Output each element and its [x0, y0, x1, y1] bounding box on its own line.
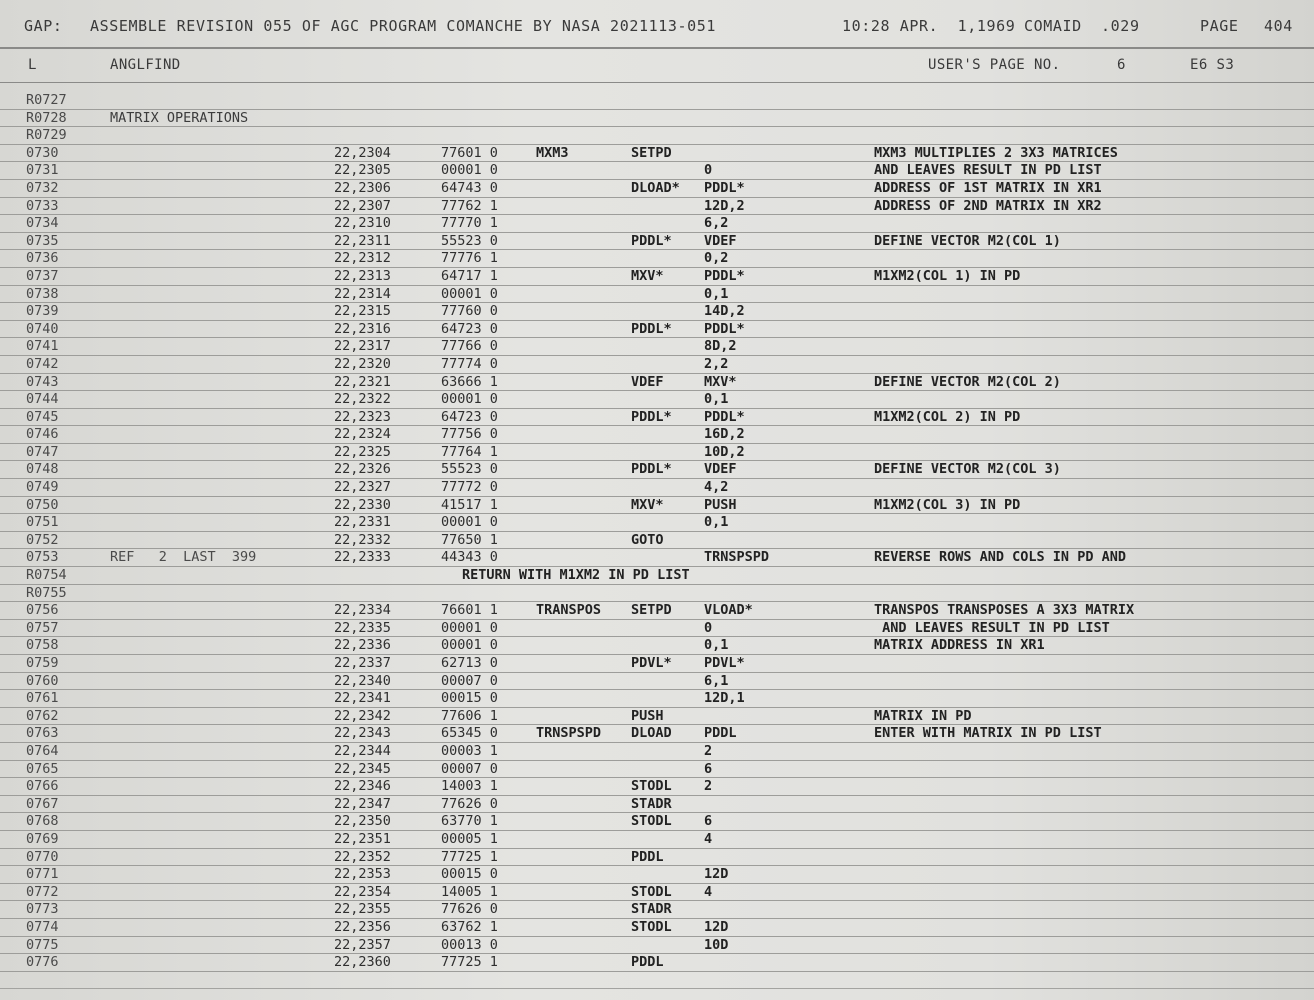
comment: M1XM2(COL 3) IN PD — [874, 496, 1021, 513]
octal-word: 77626 0 — [441, 795, 498, 812]
listing-row — [0, 497, 1314, 515]
line-number: 0739 — [26, 303, 59, 320]
listing-row — [0, 268, 1314, 286]
operand: 12D — [704, 918, 729, 935]
line-number: 0736 — [26, 250, 59, 267]
opcode: PDDL — [631, 848, 664, 865]
address: 22,2331 — [334, 514, 391, 531]
subheader-user-page-label: USER'S PAGE NO. — [928, 57, 1061, 73]
opcode: PUSH — [631, 707, 664, 724]
line-number: 0759 — [26, 655, 59, 671]
label: MXM3 — [536, 144, 569, 161]
address: 22,2343 — [334, 725, 391, 742]
line-number: 0766 — [26, 778, 59, 795]
line-number: 0740 — [26, 320, 59, 337]
operand: PUSH — [704, 496, 737, 513]
line-number: 0772 — [26, 883, 59, 900]
opcode: STODL — [631, 813, 672, 830]
line-number: 0758 — [26, 637, 59, 654]
address: 22,2314 — [334, 285, 391, 302]
line-number: R0728 — [26, 109, 67, 126]
operand: 12D — [704, 866, 729, 883]
octal-word: 77606 1 — [441, 707, 498, 724]
address: 22,2304 — [334, 144, 391, 161]
listing-row — [0, 198, 1314, 216]
address: 22,2333 — [334, 549, 391, 566]
comment: ADDRESS OF 2ND MATRIX IN XR2 — [874, 197, 1102, 214]
operand: PDDL — [704, 725, 737, 742]
octal-word: 00001 0 — [441, 514, 498, 531]
octal-word: 00003 1 — [441, 742, 498, 759]
operand: PDDL* — [704, 408, 745, 425]
operand: PDDL* — [704, 267, 745, 284]
line-number: 0735 — [26, 232, 59, 249]
operand: PDDL* — [704, 179, 745, 196]
comment: MATRIX ADDRESS IN XR1 — [874, 637, 1045, 654]
comment: AND LEAVES RESULT IN PD LIST — [874, 619, 1110, 636]
subheader-divider — [0, 82, 1314, 83]
line-number: R0755 — [26, 584, 67, 601]
listing-row — [0, 901, 1314, 919]
line-number: 0747 — [26, 443, 59, 460]
operand: 10D — [704, 936, 729, 953]
operand: 0,1 — [704, 391, 729, 408]
listing-row — [0, 338, 1314, 356]
address: 22,2352 — [334, 848, 391, 865]
octal-word: 00001 0 — [441, 285, 498, 302]
octal-word: 77776 1 — [441, 250, 498, 267]
opcode: VDEF — [631, 373, 664, 390]
line-number: 0748 — [26, 461, 59, 478]
address: 22,2344 — [334, 742, 391, 759]
listing-row — [0, 690, 1314, 708]
operand: 0,1 — [704, 285, 729, 302]
octal-word: 77756 0 — [441, 426, 498, 443]
line-number: 0760 — [26, 672, 59, 689]
header-assembly-title: ASSEMBLE REVISION 055 OF AGC PROGRAM COMANCHE BY NASA 2021113-051 — [90, 17, 716, 35]
listing-row — [0, 303, 1314, 321]
octal-word: 76601 1 — [441, 602, 498, 619]
octal-word: 00015 0 — [441, 690, 498, 707]
octal-word: 77772 0 — [441, 479, 498, 496]
line-number: R0729 — [26, 127, 67, 144]
line-number: 0773 — [26, 901, 59, 918]
octal-word: 64723 0 — [441, 408, 498, 425]
operand: 12D,1 — [704, 690, 745, 707]
listing-row — [0, 743, 1314, 761]
listing-row — [0, 796, 1314, 814]
listing-row — [0, 849, 1314, 867]
listing-row — [0, 778, 1314, 796]
operand: 0,2 — [704, 250, 729, 267]
opcode: PDDL* — [631, 408, 672, 425]
octal-word: 00001 0 — [441, 162, 498, 179]
line-number: 0775 — [26, 936, 59, 953]
line-number: 0764 — [26, 742, 59, 759]
opcode: PDDL* — [631, 320, 672, 337]
comment: M1XM2(COL 2) IN PD — [874, 408, 1021, 425]
operand: VDEF — [704, 461, 737, 478]
operand: VLOAD* — [704, 602, 753, 619]
listing-row — [0, 655, 1314, 673]
listing-row — [0, 444, 1314, 462]
listing-row — [0, 954, 1314, 972]
address: 22,2326 — [334, 461, 391, 478]
operand: 10D,2 — [704, 443, 745, 460]
octal-word: 77762 1 — [441, 197, 498, 214]
page-header — [24, 17, 1314, 43]
comment: REVERSE ROWS AND COLS IN PD AND — [874, 549, 1126, 566]
listing-row — [0, 409, 1314, 427]
listing-row — [0, 884, 1314, 902]
comment: ENTER WITH MATRIX IN PD LIST — [874, 725, 1102, 742]
address: 22,2356 — [334, 918, 391, 935]
line-number: 0768 — [26, 813, 59, 830]
opcode: DLOAD — [631, 725, 672, 742]
address: 22,2307 — [334, 197, 391, 214]
listing-row — [0, 831, 1314, 849]
opcode: STADR — [631, 901, 672, 918]
octal-word: 77725 1 — [441, 848, 498, 865]
operand: 2 — [704, 742, 713, 759]
address: 22,2324 — [334, 426, 391, 443]
octal-word: 00007 0 — [441, 672, 498, 689]
listing-row — [0, 145, 1314, 163]
line-number: 0733 — [26, 197, 59, 214]
operand: 2 — [704, 778, 713, 795]
octal-word: 65345 0 — [441, 725, 498, 742]
operand: 6 — [704, 813, 713, 830]
line-number: 0763 — [26, 725, 59, 742]
listing-row — [0, 110, 1314, 128]
listing-row — [0, 286, 1314, 304]
octal-word: 55523 0 — [441, 461, 498, 478]
address: 22,2350 — [334, 813, 391, 830]
operand: 0 — [704, 162, 713, 179]
header-divider — [0, 47, 1314, 49]
listing-row — [0, 937, 1314, 955]
octal-word: 00015 0 — [441, 866, 498, 883]
address: 22,2341 — [334, 690, 391, 707]
listing-row — [0, 620, 1314, 638]
line-number: 0746 — [26, 426, 59, 443]
octal-word: 77770 1 — [441, 215, 498, 232]
address: 22,2312 — [334, 250, 391, 267]
listing-row — [0, 567, 1314, 585]
line-number: 0770 — [26, 848, 59, 865]
address: 22,2325 — [334, 443, 391, 460]
address: 22,2313 — [334, 267, 391, 284]
listing-row — [0, 637, 1314, 655]
listing-row — [0, 602, 1314, 620]
octal-word: 63666 1 — [441, 373, 498, 390]
address: 22,2346 — [334, 778, 391, 795]
address: 22,2337 — [334, 655, 391, 671]
listing-row — [0, 866, 1314, 884]
line-number: 0753 — [26, 549, 59, 566]
octal-word: 77766 0 — [441, 338, 498, 355]
line-number: 0765 — [26, 760, 59, 777]
address: 22,2311 — [334, 232, 391, 249]
comment: TRANSPOS TRANSPOSES A 3X3 MATRIX — [874, 602, 1135, 619]
line-number: 0743 — [26, 373, 59, 390]
listing-row — [0, 479, 1314, 497]
opcode: STADR — [631, 795, 672, 812]
address: 22,2355 — [334, 901, 391, 918]
address: 22,2360 — [334, 954, 391, 971]
octal-word: 00005 1 — [441, 830, 498, 847]
address: 22,2347 — [334, 795, 391, 812]
octal-word: 77760 0 — [441, 303, 498, 320]
label: TRNSPSPD — [536, 725, 602, 742]
address: 22,2332 — [334, 531, 391, 548]
line-number: 0744 — [26, 391, 59, 408]
line-number: 0737 — [26, 267, 59, 284]
listing-row — [0, 374, 1314, 392]
listing-row — [0, 725, 1314, 743]
listing-row — [0, 761, 1314, 779]
address: 22,2342 — [334, 707, 391, 724]
ref-note: REF 2 LAST 399 — [110, 549, 257, 566]
octal-word: 00013 0 — [441, 936, 498, 953]
listing-row — [0, 426, 1314, 444]
operand: 16D,2 — [704, 426, 745, 443]
line-number: 0762 — [26, 707, 59, 724]
assembly-listing — [0, 92, 1314, 972]
line-number: 0734 — [26, 215, 59, 232]
octal-word: 77725 1 — [441, 954, 498, 971]
line-number: 0751 — [26, 514, 59, 531]
operand: 6 — [704, 760, 713, 777]
octal-word: 63762 1 — [441, 918, 498, 935]
line-number: 0761 — [26, 690, 59, 707]
address: 22,2321 — [334, 373, 391, 390]
line-number: 0776 — [26, 954, 59, 971]
listing-row — [0, 532, 1314, 550]
page-subheader — [24, 57, 1314, 77]
opcode: GOTO — [631, 531, 664, 548]
address: 22,2305 — [334, 162, 391, 179]
address: 22,2345 — [334, 760, 391, 777]
comment: DEFINE VECTOR M2(COL 2) — [874, 373, 1061, 390]
listing-row — [0, 919, 1314, 937]
line-number: 0757 — [26, 619, 59, 636]
subheader-user-page-number: 6 — [1117, 57, 1126, 73]
octal-word: 77650 1 — [441, 531, 498, 548]
octal-word: 62713 0 — [441, 655, 498, 671]
octal-word: 00007 0 — [441, 760, 498, 777]
listing-row — [0, 215, 1314, 233]
header-gap: GAP: — [24, 17, 63, 35]
comment: M1XM2(COL 1) IN PD — [874, 267, 1021, 284]
comment: ADDRESS OF 1ST MATRIX IN XR1 — [874, 179, 1102, 196]
address: 22,2315 — [334, 303, 391, 320]
listing-row — [0, 250, 1314, 268]
line-number: 0749 — [26, 479, 59, 496]
line-number: 0750 — [26, 496, 59, 513]
line-number: 0741 — [26, 338, 59, 355]
operand: PDDL* — [704, 320, 745, 337]
address: 22,2322 — [334, 391, 391, 408]
comment: DEFINE VECTOR M2(COL 1) — [874, 232, 1061, 249]
listing-row — [0, 673, 1314, 691]
address: 22,2316 — [334, 320, 391, 337]
operand: 6,2 — [704, 215, 729, 232]
line-number: 0771 — [26, 866, 59, 883]
address: 22,2330 — [334, 496, 391, 513]
address: 22,2323 — [334, 408, 391, 425]
line-number: 0767 — [26, 795, 59, 812]
listing-row — [0, 92, 1314, 110]
opcode: MXV* — [631, 267, 664, 284]
operand: VDEF — [704, 232, 737, 249]
line-number: 0745 — [26, 408, 59, 425]
operand: 4 — [704, 883, 713, 900]
address: 22,2306 — [334, 179, 391, 196]
address: 22,2317 — [334, 338, 391, 355]
line-number: R0754 — [26, 567, 67, 584]
address: 22,2310 — [334, 215, 391, 232]
comment: AND LEAVES RESULT IN PD LIST — [874, 162, 1102, 179]
header-comaid: COMAID .029 — [1024, 17, 1140, 35]
opcode: SETPD — [631, 144, 672, 161]
address: 22,2335 — [334, 619, 391, 636]
octal-word: 14003 1 — [441, 778, 498, 795]
comment: MXM3 MULTIPLIES 2 3X3 MATRICES — [874, 144, 1118, 161]
address: 22,2353 — [334, 866, 391, 883]
line-number: 0742 — [26, 355, 59, 372]
opcode: MXV* — [631, 496, 664, 513]
address: 22,2340 — [334, 672, 391, 689]
operand: 4,2 — [704, 479, 729, 496]
octal-word: 44343 0 — [441, 549, 498, 566]
address: 22,2351 — [334, 830, 391, 847]
listing-row — [0, 708, 1314, 726]
operand: 2,2 — [704, 355, 729, 372]
line-number: 0738 — [26, 285, 59, 302]
octal-word: 00001 0 — [441, 619, 498, 636]
line-number: 0774 — [26, 918, 59, 935]
listing-row — [0, 180, 1314, 198]
listing-row — [0, 585, 1314, 603]
operand: 0,1 — [704, 514, 729, 531]
line-number: 0731 — [26, 162, 59, 179]
operand: TRNSPSPD — [704, 549, 770, 566]
opcode: SETPD — [631, 602, 672, 619]
listing-row — [0, 162, 1314, 180]
opcode: STODL — [631, 778, 672, 795]
operand: 6,1 — [704, 672, 729, 689]
comment-continuation: RETURN WITH M1XM2 IN PD LIST — [462, 567, 690, 584]
opcode: PDDL — [631, 954, 664, 971]
opcode: STODL — [631, 883, 672, 900]
line-number: 0756 — [26, 602, 59, 619]
operand: 4 — [704, 830, 713, 847]
opcode: PDVL* — [631, 655, 672, 671]
section-title: MATRIX OPERATIONS — [110, 109, 249, 126]
octal-word: 00001 0 — [441, 391, 498, 408]
page-bottom-rule — [0, 988, 1314, 989]
listing-row — [0, 461, 1314, 479]
operand: PDVL* — [704, 655, 745, 671]
operand: 0 — [704, 619, 713, 636]
address: 22,2327 — [334, 479, 391, 496]
listing-row — [0, 391, 1314, 409]
header-page-number: 404 — [1264, 17, 1293, 35]
header-timestamp: 10:28 APR. 1,1969 — [842, 17, 1016, 35]
address: 22,2320 — [334, 355, 391, 372]
octal-word: 63770 1 — [441, 813, 498, 830]
octal-word: 41517 1 — [441, 496, 498, 513]
opcode: DLOAD* — [631, 179, 680, 196]
line-number: 0730 — [26, 144, 59, 161]
label: TRANSPOS — [536, 602, 602, 619]
octal-word: 77626 0 — [441, 901, 498, 918]
listing-row — [0, 356, 1314, 374]
octal-word: 64717 1 — [441, 267, 498, 284]
line-number: 0752 — [26, 531, 59, 548]
opcode: STODL — [631, 918, 672, 935]
subheader-code: E6 S3 — [1190, 57, 1235, 73]
subheader-type-code: L — [28, 57, 37, 73]
listing-row — [0, 233, 1314, 251]
listing-row — [0, 549, 1314, 567]
operand: 12D,2 — [704, 197, 745, 214]
opcode: PDDL* — [631, 232, 672, 249]
operand: 8D,2 — [704, 338, 737, 355]
comment: MATRIX IN PD — [874, 707, 972, 724]
octal-word: 64743 0 — [441, 179, 498, 196]
address: 22,2357 — [334, 936, 391, 953]
listing-row — [0, 514, 1314, 532]
octal-word: 14005 1 — [441, 883, 498, 900]
octal-word: 77774 0 — [441, 355, 498, 372]
listing-row — [0, 127, 1314, 145]
operand: MXV* — [704, 373, 737, 390]
address: 22,2334 — [334, 602, 391, 619]
line-number: R0727 — [26, 92, 67, 108]
octal-word: 64723 0 — [441, 320, 498, 337]
subheader-routine: ANGLFIND — [110, 57, 181, 73]
address: 22,2354 — [334, 883, 391, 900]
header-page-label: PAGE — [1200, 17, 1239, 35]
octal-word: 00001 0 — [441, 637, 498, 654]
opcode: PDDL* — [631, 461, 672, 478]
line-number: 0732 — [26, 179, 59, 196]
octal-word: 55523 0 — [441, 232, 498, 249]
operand: 0,1 — [704, 637, 729, 654]
octal-word: 77764 1 — [441, 443, 498, 460]
comment: DEFINE VECTOR M2(COL 3) — [874, 461, 1061, 478]
octal-word: 77601 0 — [441, 144, 498, 161]
line-number: 0769 — [26, 830, 59, 847]
listing-row — [0, 321, 1314, 339]
address: 22,2336 — [334, 637, 391, 654]
operand: 14D,2 — [704, 303, 745, 320]
listing-row — [0, 813, 1314, 831]
